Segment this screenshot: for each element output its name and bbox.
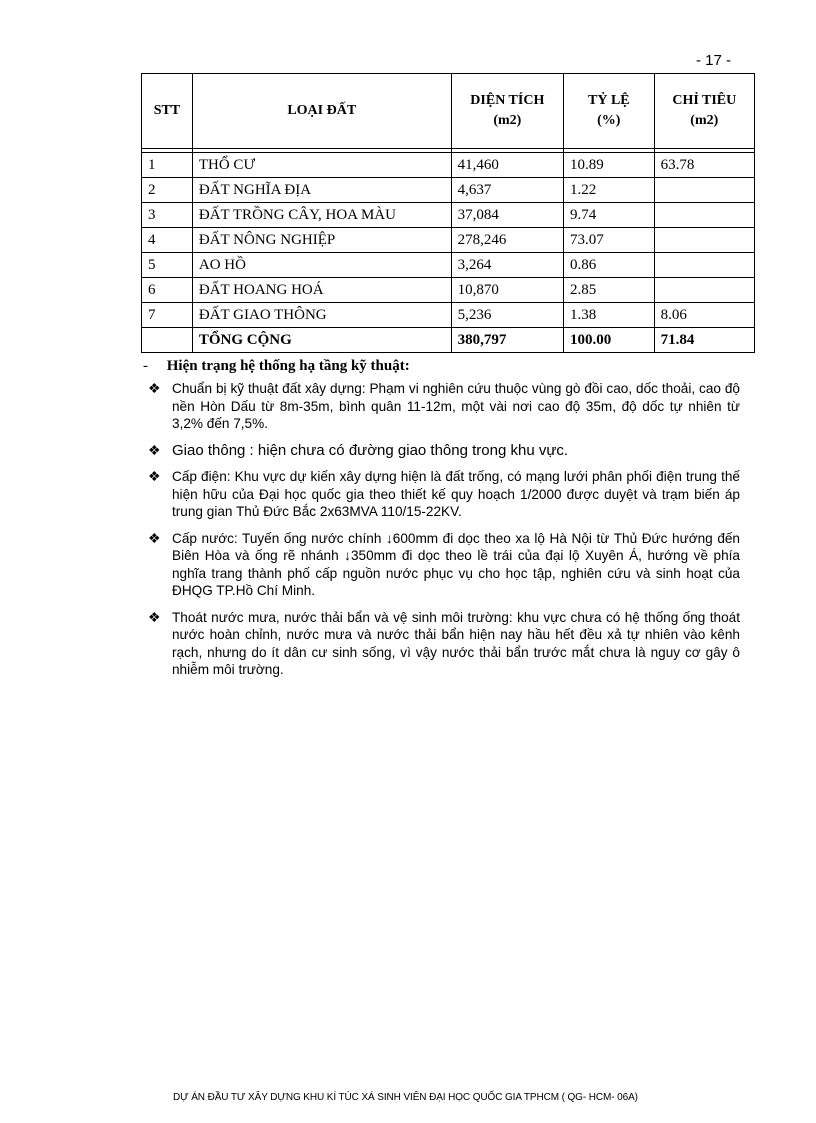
table-row — [142, 178, 755, 203]
table-row — [142, 253, 755, 278]
table-row — [142, 278, 755, 303]
land-use-table — [141, 73, 755, 353]
cell-ratio: 9.74 — [564, 203, 655, 228]
header-quota-title: CHỈ TIÊU — [672, 93, 737, 108]
cell-land-type: AO HỒ — [192, 253, 451, 278]
list-item-text: Thoát nước mưa, nước thải bẩn và vệ sinh môi trường: khu vực chưa có hệ thống ống thoát nước hoàn chỉnh, nước mưa và nước thải bẩn hiện nay hầu hết đều xả tự nhiên vào kênh rạch, nhưng do ít dân cư sinh sống, vì vậy nước thải bẩn trước mắt chưa là nguy cơ gây ô nhiễm môi trường. — [172, 609, 740, 677]
cell-land-type: ĐẤT HOANG HOÁ — [192, 278, 451, 303]
page-number: - 17 - — [696, 52, 732, 69]
cell-area: 5,236 — [451, 303, 563, 328]
cell-area: 41,460 — [451, 153, 563, 178]
header-land-type: LOẠI ĐẤT — [192, 74, 451, 149]
header-area — [451, 74, 563, 149]
cell-stt: 3 — [142, 203, 193, 228]
cell-land-type: ĐẤT NÔNG NGHIỆP — [192, 228, 451, 253]
cell-quota: 8.06 — [654, 303, 754, 328]
table-row — [142, 228, 755, 253]
cell-total-ratio: 100.00 — [564, 328, 655, 353]
list-item — [148, 442, 740, 460]
list-item — [148, 530, 740, 600]
cell-land-type: ĐẤT TRỒNG CÂY, HOA MÀU — [192, 203, 451, 228]
header-ratio-title: TỶ LỆ — [588, 93, 630, 108]
header-quota-unit: (m2) — [690, 113, 719, 128]
diamond-dots-icon: ❖ — [148, 529, 161, 546]
cell-quota: 63.78 — [654, 153, 754, 178]
cell-quota — [654, 278, 754, 303]
cell-ratio: 10.89 — [564, 153, 655, 178]
cell-area: 37,084 — [451, 203, 563, 228]
heading-dash: - — [143, 358, 148, 374]
list-item-text: Cấp điện: Khu vực dự kiến xây dựng hiện là đất trống, có mạng lưới phân phối điện trung thế hiện hữu của Đại học quốc gia theo thiết kế quy hoạch 1/2000 được duyệt và trạm biến áp trung gian Thủ Đức Bắc 2x63MVA 110/15-22KV. — [172, 469, 740, 519]
header-quota — [654, 74, 754, 149]
cell-ratio: 73.07 — [564, 228, 655, 253]
header-area-title: DIỆN TÍCH — [470, 93, 545, 108]
section-heading — [143, 358, 410, 375]
header-ratio-unit: (%) — [597, 113, 621, 128]
list-item — [148, 609, 740, 679]
diamond-dots-icon: ❖ — [148, 441, 161, 458]
cell-stt — [142, 328, 193, 353]
cell-quota — [654, 228, 754, 253]
cell-land-type: THỔ CƯ — [192, 153, 451, 178]
cell-quota — [654, 178, 754, 203]
cell-area: 278,246 — [451, 228, 563, 253]
cell-total-label: TỔNG CỘNG — [192, 328, 451, 353]
header-ratio — [564, 74, 655, 149]
cell-ratio: 1.38 — [564, 303, 655, 328]
cell-land-type: ĐẤT GIAO THÔNG — [192, 303, 451, 328]
cell-total-quota: 71.84 — [654, 328, 754, 353]
table-row — [142, 303, 755, 328]
table-row — [142, 153, 755, 178]
cell-stt: 5 — [142, 253, 193, 278]
table-row — [142, 203, 755, 228]
diamond-dots-icon: ❖ — [148, 608, 161, 625]
header-area-unit: (m2) — [493, 113, 522, 128]
list-item — [148, 380, 740, 433]
cell-stt: 6 — [142, 278, 193, 303]
cell-stt: 1 — [142, 153, 193, 178]
cell-quota — [654, 253, 754, 278]
header-stt: STT — [142, 74, 193, 149]
cell-stt: 4 — [142, 228, 193, 253]
diamond-dots-icon: ❖ — [148, 468, 161, 484]
page-footer: DỰ ÁN ĐẦU TƯ XÂY DỰNG KHU KÍ TÚC XÁ SINH VIÊN ĐẠI HỌC QUỐC GIA TPHCM ( QG- HCM- 06A) — [173, 1092, 638, 1103]
list-item — [148, 468, 740, 521]
cell-area: 3,264 — [451, 253, 563, 278]
list-item-text: Giao thông : hiện chưa có đường giao thông trong khu vực. — [172, 441, 569, 459]
heading-text: Hiện trạng hệ thống hạ tầng kỹ thuật: — [166, 358, 410, 374]
cell-stt: 2 — [142, 178, 193, 203]
infrastructure-list — [148, 380, 740, 688]
cell-ratio: 1.22 — [564, 178, 655, 203]
diamond-dots-icon: ❖ — [148, 380, 161, 396]
cell-area: 10,870 — [451, 278, 563, 303]
cell-stt: 7 — [142, 303, 193, 328]
cell-quota — [654, 203, 754, 228]
cell-ratio: 2.85 — [564, 278, 655, 303]
list-item-text: Chuẩn bị kỹ thuật đất xây dựng: Phạm vi nghiên cứu thuộc vùng gò đồi cao, dốc thoải, cao độ nền Hòn Dấu từ 8m-35m, bình quân 11-12m, một vài nơi cao độ 35m, độ dốc tự nhiên từ 3,2% đến 7,5%. — [172, 381, 740, 431]
cell-land-type: ĐẤT NGHĨA ĐỊA — [192, 178, 451, 203]
cell-ratio: 0.86 — [564, 253, 655, 278]
table-header-row — [142, 74, 755, 149]
table-total-row — [142, 328, 755, 353]
cell-area: 4,637 — [451, 178, 563, 203]
list-item-text: Cấp nước: Tuyến ống nước chính ↓600mm đi dọc theo xa lộ Hà Nội từ Thủ Đức hướng đến Biên Hòa và ống rẽ nhánh ↓350mm đi dọc theo lề trái của đại lộ Xuyên Á, hướng về phía nghĩa trang thành phố cấp nguồn nước phục vụ cho học tập, nghiên cứu và sinh hoạt của ĐHQG TP.Hồ Chí Minh. — [172, 530, 740, 598]
cell-total-area: 380,797 — [451, 328, 563, 353]
